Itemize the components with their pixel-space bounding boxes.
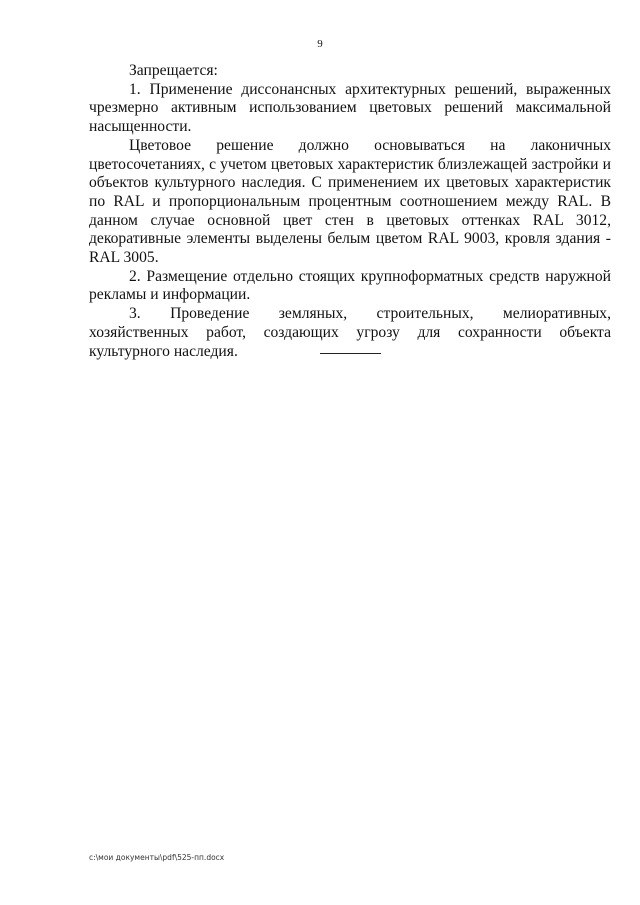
paragraph-color-solution: Цветовое решение должно основываться на лаконичных цветосочетаниях, с учетом цветовых характеристик близлежащей застройки и объектов культурного наследия. С применением их цветовых характеристик по RAL и пропорциональным процентным соотношением между RAL. В данном случае основной цвет стен в цветовых оттенках RAL 3012, декоративные элементы выделены белым цветом RAL 9003, кровля здания - RAL 3005. — [89, 136, 611, 267]
paragraph-item-2: 2. Размещение отдельно стоящих крупноформатных средств наружной рекламы и информации. — [89, 267, 611, 304]
footer-file-path: c:\мои документы\pdf\525-пп.docx — [89, 853, 225, 862]
paragraph-item-1: 1. Применение диссонансных архитектурных решений, выраженных чрезмерно активным использованием цветовых решений максимальной насыщенности. — [89, 80, 611, 136]
paragraph-item-3: 3. Проведение земляных, строительных, мелиоративных, хозяйственных работ, создающих угрозу для сохранности объекта культурного наследия. — [89, 305, 611, 360]
page-number: 9 — [317, 38, 323, 50]
end-separator-line — [320, 353, 381, 354]
prohibited-heading: Запрещается: — [129, 62, 218, 79]
document-body — [89, 62, 611, 361]
